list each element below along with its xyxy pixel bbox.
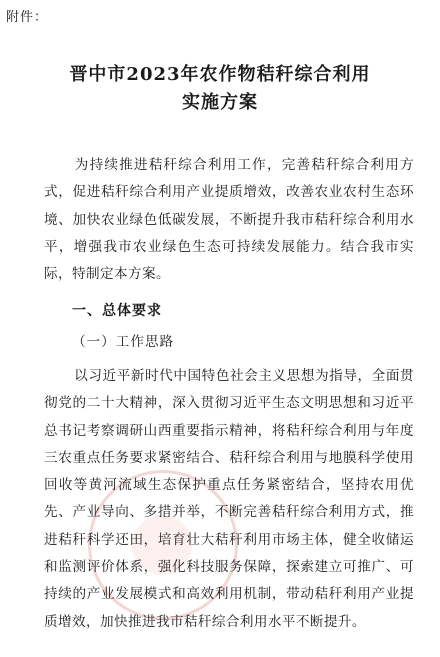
document-title-line2: 实施方案 [182,92,258,113]
body-paragraph-text: 以习近平新时代中国特色社会主义思想为指导，全面贯彻党的二十大精神，深入贯彻习近平生态文明思想和习近平总书记考察调研山西重要指示精神，将秸秆综合利用与年度三农重点任务要求紧密结合、秸秆综合利用与地膜科学使用回收等黄河流域生态保护重点任务紧密结合，坚持农用优先、产业导向、多措并举，不断完善秸秆综合利用方式，推进秸秆科学还田，培育壮大秸秆利用市场主体，健全收储运和监测评价体系，强化科技服务保障，探索建立可推广、可持续的产业发展模式和高效利用机制，带动秸秆利用产业提质增效，加快推进我市秸秆综合利用水平不断提升。 [44,368,414,630]
subsection-heading: （一）工作思路 [72,334,175,350]
body-paragraph [44,363,414,636]
intro-paragraph-text: 为持续推进秸秆综合利用工作，完善秸秆综合利用方式，促进秸秆综合利用产业提质增效，改善农业农村生态环境、加快农业绿色低碳发展，不断提升我市秸秆综合利用水平，增强我市农业绿色生态可持续发展能力。结合我市实际，特制定本方案。 [44,157,414,283]
attachment-label: 附件： [6,10,49,25]
intro-paragraph [44,152,414,288]
document-title-line1: 晋中市2023年农作物秸秆综合利用 [69,64,371,85]
section-heading: 一、总体要求 [72,303,162,319]
